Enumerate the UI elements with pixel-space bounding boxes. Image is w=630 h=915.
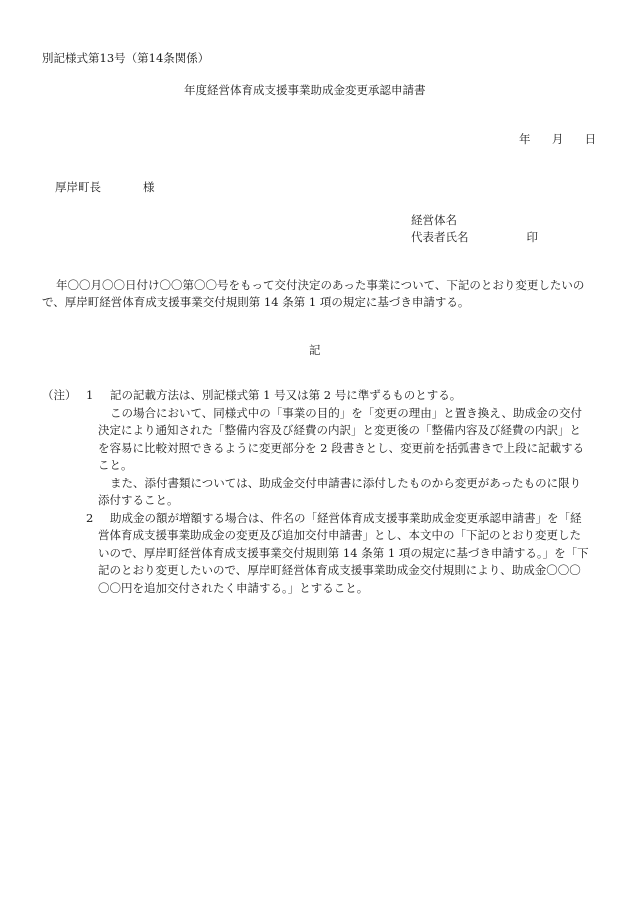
note-2 [42, 510, 590, 598]
form-label: 別記様式第13号（第14条関係） [42, 51, 210, 65]
date-year: 年 [519, 132, 531, 146]
document-title: 年度経営体育成支援事業助成金変更承認申請書 [184, 83, 426, 97]
note-1 [42, 387, 590, 510]
seal-mark: 印 [526, 230, 538, 244]
representative-label: 代表者氏名 [411, 230, 469, 244]
date-month: 月 [551, 132, 564, 146]
addressee-honorific: 様 [143, 180, 155, 194]
ki-heading: 記 [309, 343, 321, 357]
date-day: 日 [584, 132, 597, 146]
addressee [55, 179, 155, 196]
note-1-para-3: また、添付書類については、助成金交付申請書に添付したものから変更があったものに限り添付すること。 [98, 475, 582, 507]
note-2-number: 2 [86, 510, 94, 525]
addressee-name: 厚岸町長 [55, 180, 101, 194]
notes-head: （注） [42, 388, 77, 402]
note-2-para-1: 助成金の額が増額する場合は、件名の「経営体育成支援事業助成金変更承認申請書」を「経営体育成支援事業助成金の変更及び追加交付申請書」とし、本文中の「下記のとおり変更したいので、厚岸町経営体育成支援事業交付規則第 14 条第 1 項の規定に基づき申請する。」を「下記のとおり変更したいので、厚岸町経営体育成支援事業助成金交付規則により、助成金〇〇〇〇〇円を追加交付されたく申請する。」とすること。 [98, 510, 589, 595]
note-1-number: 1 [86, 388, 94, 402]
note-1-para-2: この場合において、同様式中の「事業の目的」を「変更の理由」と置き換え、助成金の交付決定により通知された「整備内容及び経費の内訳」と変更後の「整備内容及び経費の内訳」とを容易に比較対照できるように変更部分を 2 段書きとし、変更前を括弧書きで上段に記載すること。 [98, 405, 585, 472]
note-1-para-1: 記の記載方法は、別記様式第 1 号又は第 2 号に準ずるものとする。 [110, 388, 462, 402]
applicant-block [411, 212, 538, 246]
notes-section [42, 387, 590, 597]
body-paragraph: 年〇〇月〇〇日付け〇〇第〇〇号をもって交付決定のあった事業について、下記のとおり変更したいので、厚岸町経営体育成支援事業交付規則第 14 条第 1 項の規定に基づき申請する。 [42, 278, 585, 309]
date-line [519, 131, 596, 148]
entity-name-label: 経営体名 [411, 213, 457, 227]
